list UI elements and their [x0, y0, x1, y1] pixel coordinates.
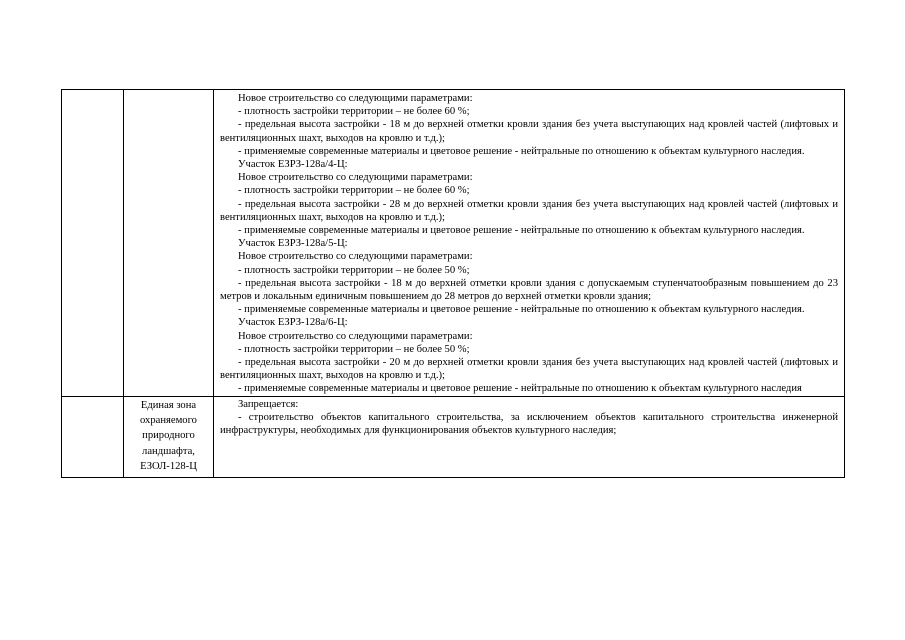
parcel-heading: Участок ЕЗРЗ-128а/4-Ц: [238, 159, 348, 171]
paragraph: - применяемые современные материалы и цветовое решение - нейтральные по отношению к объектам культурного наследия. [238, 304, 805, 316]
table-row [62, 90, 845, 397]
table-cell-regulations [214, 396, 845, 477]
paragraph: Новое строительство со следующими параметрами: [238, 93, 473, 104]
zone-name-line: охраняемого [140, 415, 197, 427]
zone-name-line: ЕЗОЛ-128-Ц [140, 461, 197, 473]
parcel-heading: Участок ЕЗРЗ-128а/6-Ц: [238, 317, 348, 329]
paragraph: - строительство объектов капитального строительства, за исключением объектов капитального строительства инженерной инфраструктуры, необходимых для функционирования объектов культурного наследия; [220, 411, 838, 437]
paragraph: - применяемые современные материалы и цветовое решение - нейтральные по отношению к объектам культурного наследия. [238, 145, 805, 157]
paragraph: - плотность застройки территории – не более 50 %; [238, 343, 470, 355]
table-cell-number [62, 396, 124, 477]
paragraph: - плотность застройки территории – не более 50 %; [238, 264, 470, 276]
table-cell-number [62, 90, 124, 397]
zone-name-cell [124, 396, 214, 477]
zone-name-line: ландшафта, [142, 445, 195, 457]
zone-name-line: Единая зона [140, 399, 197, 411]
paragraph: Новое строительство со следующими параметрами: [238, 251, 473, 263]
paragraph: - плотность застройки территории – не более 60 %; [238, 185, 470, 197]
table-row [62, 396, 845, 477]
paragraph: Новое строительство со следующими параметрами: [238, 172, 473, 184]
paragraph: - плотность застройки территории – не более 60 %; [238, 106, 470, 118]
paragraph: - предельная высота застройки - 20 м до верхней отметки кровли здания без учета выступающих над кровлей частей (лифтовых и вентиляционных шахт, выходов на кровлю и т.д.); [220, 357, 838, 382]
paragraph: - применяемые современные материалы и цветовое решение - нейтральные по отношению к объектам культурного наследия [238, 383, 802, 395]
table-cell-regulations [214, 90, 845, 397]
zone-name-line: природного [142, 430, 195, 442]
paragraph: - предельная высота застройки - 28 м до верхней отметки кровли здания без учета выступающих над кровлей частей (лифтовых и вентиляционных шахт, выходов на кровлю и т.д.); [220, 198, 838, 223]
paragraph: - предельная высота застройки - 18 м до верхней отметки кровли здания без учета выступающих над кровлей частей (лифтовых и вентиляционных шахт, выходов на кровлю и т.д.); [220, 119, 838, 144]
paragraph: Новое строительство со следующими параметрами: [238, 330, 473, 342]
paragraph: - предельная высота застройки - 18 м до верхней отметки кровли здания с допускаемым ступенчатообразным повышением до 23 метров и локальным единичным повышением до 28 метров до верхней отметки кровли здания; [220, 277, 838, 303]
regulations-table [61, 89, 845, 478]
paragraph: Запрещается: [238, 398, 299, 410]
paragraph: - применяемые современные материалы и цветовое решение - нейтральные по отношению к объектам культурного наследия. [238, 225, 805, 237]
table-cell-zone [124, 90, 214, 397]
parcel-heading: Участок ЕЗРЗ-128а/5-Ц: [238, 238, 348, 250]
